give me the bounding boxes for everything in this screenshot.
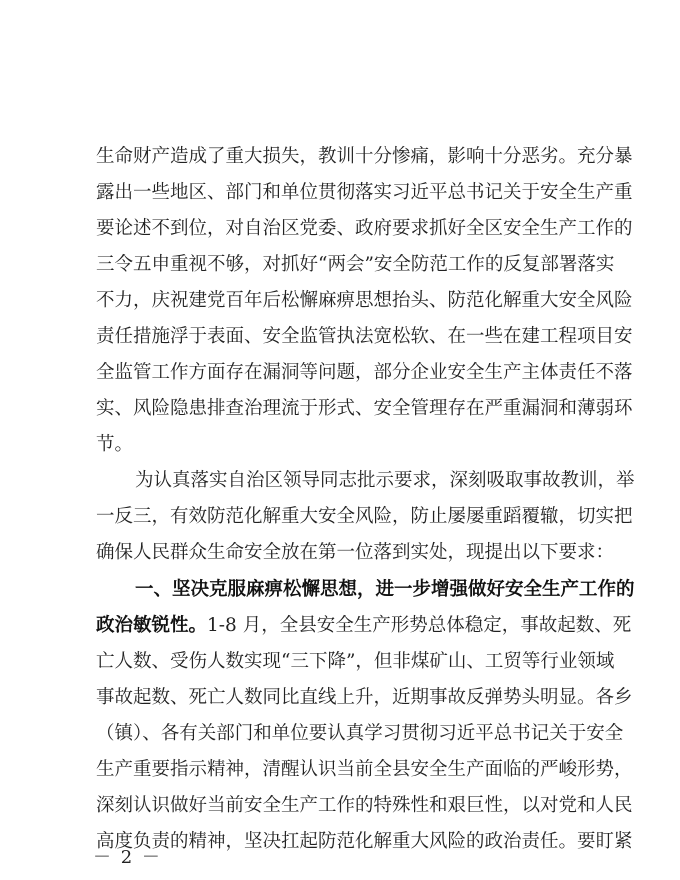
text-line: 为认真落实自治区领导同志批示要求，深刻吸取事故教训，举 <box>135 470 635 491</box>
text-line: 生命财产造成了重大损失，教训十分惨痛，影响十分恶劣。充分暴 <box>96 146 633 167</box>
text-line: 亡人数、受伤人数实现“三下降”，但非煤矿山、工贸等行业领域 <box>96 651 615 672</box>
text-line: 责任措施浮于表面、安全监管执法宽松软、在一些在建工程项目安 <box>96 326 633 347</box>
text-line: 全监管工作方面存在漏洞等问题，部分企业安全生产主体责任不落 <box>96 362 633 383</box>
text-line: 生产重要指示精神，清醒认识当前全县安全生产面临的严峻形势， <box>96 759 633 780</box>
section-heading-1-end: 政治敏锐性。 <box>96 615 208 636</box>
text-line: 一反三，有效防范化解重大安全风险，防止屡屡重蹈覆辙，切实把 <box>96 506 633 527</box>
text-line: 确保人民群众生命安全放在第一位落到实处，现提出以下要求： <box>96 542 615 563</box>
text-line: 不力，庆祝建党百年后松懈麻痹思想抬头、防范化解重大安全风险 <box>96 290 633 311</box>
section-1-line <box>96 614 632 638</box>
page-number: － 2 － <box>93 847 162 868</box>
text-line: 深刻认识做好当前安全生产工作的特殊性和艰巨性，以对党和人民 <box>96 795 633 816</box>
text-line: 露出一些地区、部门和单位贯彻落实习近平总书记关于安全生产重 <box>96 182 633 203</box>
text-line: 三令五申重视不够，对抓好“两会”安全防范工作的反复部署落实 <box>96 254 615 275</box>
text-line: 高度负责的精神，坚决扛起防范化解重大风险的政治责任。要盯紧 <box>96 831 633 852</box>
text-line: 节。 <box>96 434 134 455</box>
text-line: 要论述不到位，对自治区党委、政府要求抓好全区安全生产工作的 <box>96 218 633 239</box>
section-heading-1: 一、坚决克服麻痹松懈思想，进一步增强做好安全生产工作的 <box>135 579 635 600</box>
text-line: （镇）、各有关部门和单位要认真学习贯彻习近平总书记关于安全 <box>96 723 624 744</box>
text-line: 实、风险隐患排查治理流于形式、安全管理存在严重漏洞和薄弱环 <box>96 398 633 419</box>
text-line: 事故起数、死亡人数同比直线上升，近期事故反弹势头明显。各乡 <box>96 687 633 708</box>
section-1-text: 1-8 月，全县安全生产形势总体稳定，事故起数、死 <box>207 615 632 636</box>
